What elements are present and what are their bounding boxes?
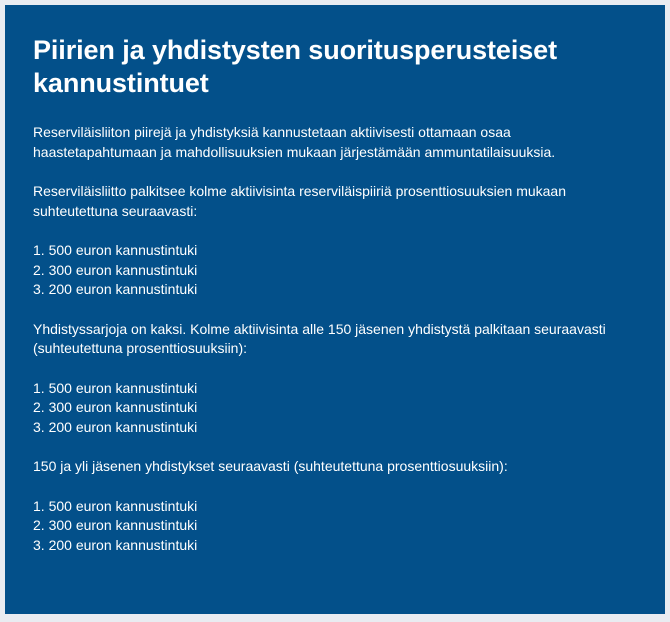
list-item: 2. 300 euron kannustintuki (33, 517, 198, 533)
intro-paragraph: Reserviläisliiton piirejä ja yhdistyksiä kannustetaan aktiivisesti ottamaan osaa haastetapahtumaan ja mahdollisuuksien mukaan järjestämään ammuntatilaisuuksia. (33, 124, 556, 160)
large-associations-reward-list (33, 497, 635, 556)
small-associations-paragraph: Yhdistyssarjoja on kaksi. Kolme aktiivisinta alle 150 jäsenen yhdistystä palkitaan seuraavasti (suhteutettuna prosenttiosuuksiin): (33, 320, 606, 356)
large-associations-paragraph: 150 ja yli jäsenen yhdistykset seuraavasti (suhteutettuna prosenttiosuuksiin): (33, 458, 508, 474)
list-item: 2. 300 euron kannustintuki (33, 399, 198, 415)
list-item: 1. 500 euron kannustintuki (33, 242, 198, 258)
list-item: 3. 200 euron kannustintuki (33, 418, 198, 435)
list-item: 1. 500 euron kannustintuki (33, 379, 198, 396)
list-item: 2. 300 euron kannustintuki (33, 261, 198, 278)
districts-reward-list (33, 241, 635, 300)
list-item: 3. 200 euron kannustintuki (33, 281, 198, 297)
page-title: Piirien ja yhdistysten suoritusperusteiset kannustintuet (33, 35, 557, 98)
content-body (33, 123, 635, 555)
list-item: 1. 500 euron kannustintuki (33, 497, 198, 514)
incentive-info-panel (5, 5, 665, 614)
districts-paragraph: Reserviläisliitto palkitsee kolme aktiivisinta reserviläispiiriä prosenttiosuuksien mukaan suhteutettuna seuraavasti: (33, 183, 566, 219)
small-associations-reward-list (33, 379, 635, 438)
list-item: 3. 200 euron kannustintuki (33, 536, 198, 553)
